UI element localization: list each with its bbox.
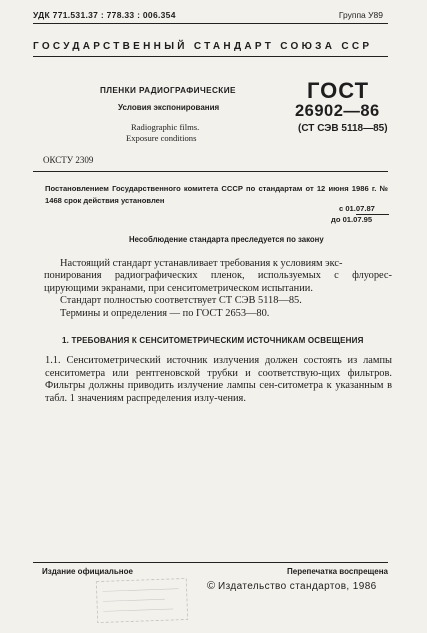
header-rule [33, 56, 388, 57]
subtitle-ru: Условия экспонирования [118, 103, 220, 112]
faded-stamp [94, 576, 191, 625]
udk-code: УДК 771.531.37 : 778.33 : 006.354 [33, 10, 176, 20]
intro-p3: Термины и определения — по ГОСТ 2653—80. [60, 307, 270, 319]
top-rule [33, 23, 388, 24]
okstu-code: ОКСТУ 2309 [43, 155, 94, 165]
title-en-line2: Exposure conditions [126, 133, 197, 143]
stamp-mark-icon [94, 576, 191, 625]
intro-block [44, 258, 392, 320]
date-from: с 01.07.87 [339, 204, 375, 213]
date-to: до 01.07.95 [331, 215, 373, 224]
gost-st-sev: (СТ СЭВ 5118—85) [298, 123, 388, 134]
title-ru: ПЛЕНКИ РАДИОГРАФИЧЕСКИЕ [100, 86, 236, 95]
intro-p1-rest: понирования радиографических пленок, используемых с флуорес-цирующими экранами, при сенситометрическом испытании. [44, 270, 392, 294]
decree-text: Постановлением Государственного комитета СССР по стандартам от 12 июня 1986 г. № 1468 срок действия установлен [45, 184, 388, 205]
violation-notice: Несоблюдение стандарта преследуется по закону [129, 235, 324, 244]
section-text: 1.1. Сенситометрический источник излучения должен состоять из лампы сенситометра или рентгеновской трубки и соответствую-щих фильтров. Фильтры должны приводить излучение лампы сен-ситометра к указанным в табл. 1 значениям распределения излу-чения. [45, 355, 392, 404]
copyright-icon: © [207, 580, 216, 592]
title-en-line1: Radiographic films. [131, 122, 200, 132]
reprint-notice: Перепечатка воспрещена [287, 567, 388, 576]
section-heading: 1. ТРЕБОВАНИЯ К СЕНСИТОМЕТРИЧЕСКИМ ИСТОЧНИКАМ ОСВЕЩЕНИЯ [62, 336, 364, 345]
gost-number: 26902—86 [295, 102, 380, 120]
intro-p1-line1: Настоящий стандарт устанавливает требования к условиям экс- [60, 258, 343, 269]
footer-rule [33, 562, 388, 563]
intro-p2: Стандарт полностью соответствует СТ СЭВ 5118—85. [60, 295, 302, 307]
standard-line: ГОСУДАРСТВЕННЫЙ СТАНДАРТ СОЮЗА ССР [33, 41, 373, 52]
group-code: Группа У89 [338, 10, 383, 20]
section-rule [33, 171, 388, 172]
edition-label: Издание официальное [42, 567, 133, 576]
copyright-text: Издательство стандартов, 1986 [218, 581, 377, 592]
gost-label: ГОСТ [307, 78, 370, 103]
